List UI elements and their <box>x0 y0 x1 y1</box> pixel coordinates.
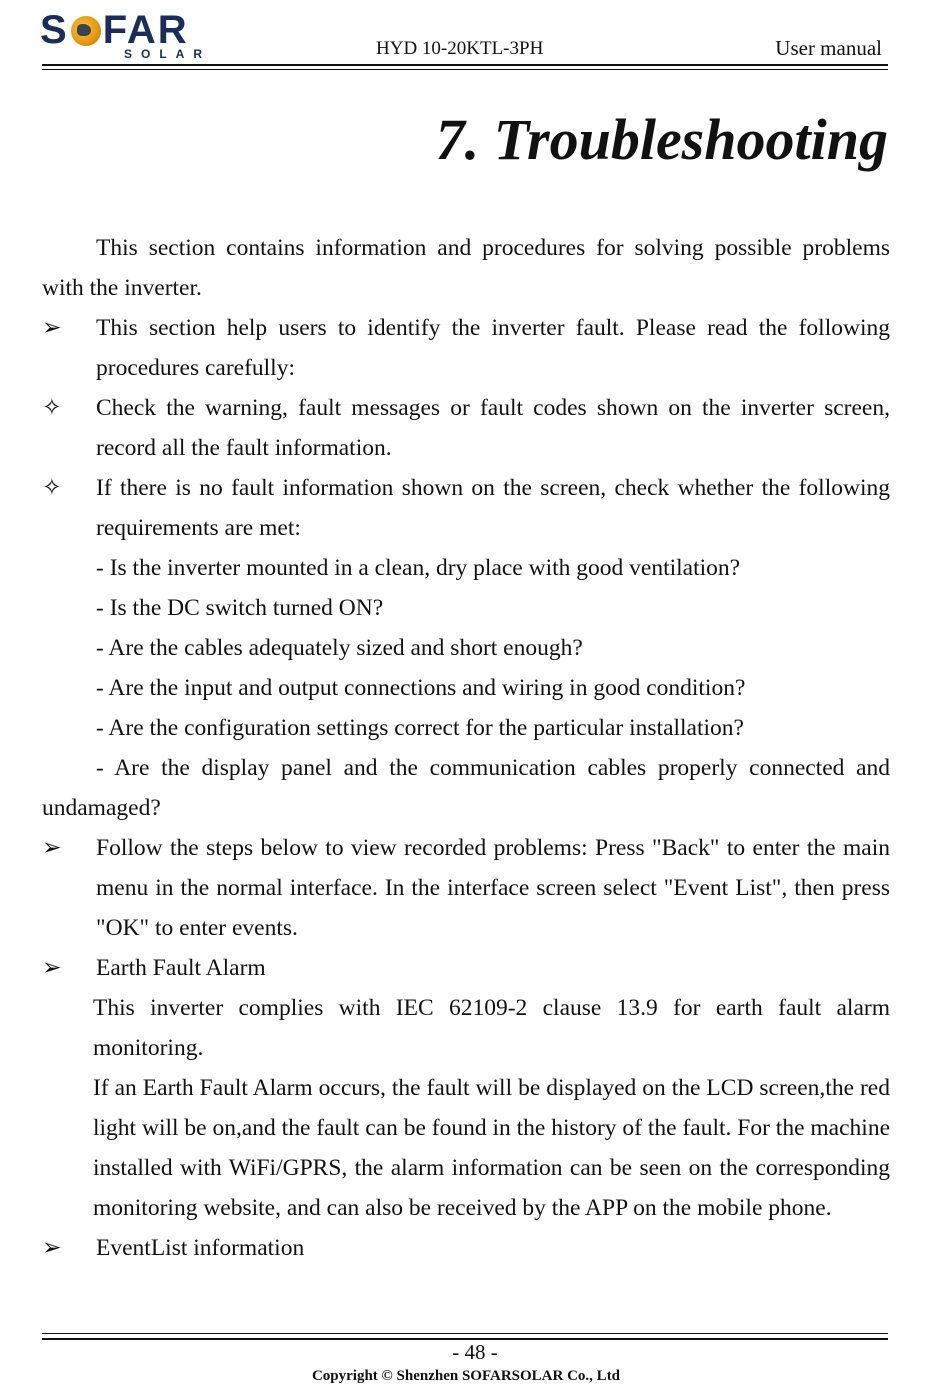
list-item-no-fault <box>42 468 890 548</box>
item-text: Follow the steps below to view recorded problems: Press "Back" to enter the main menu in the normal interface. In the interface screen select "Event List", then press "OK" to enter events. <box>96 835 890 941</box>
page-body <box>42 228 890 1268</box>
item-text: Check the warning, fault messages or fault codes shown on the inverter screen, record all the fault information. <box>96 395 890 461</box>
intro-paragraph: This section contains information and procedures for solving possible problems with the inverter. <box>42 235 890 301</box>
item-text: EventList information <box>96 1235 305 1261</box>
list-item-eventlist <box>42 1228 890 1268</box>
diamond-bullet-icon: ✧ <box>42 395 62 421</box>
arrow-bullet-icon: ➢ <box>42 1235 62 1261</box>
question-line: - Is the inverter mounted in a clean, dry place with good ventilation? <box>96 555 741 581</box>
logo-text-right: FAR <box>102 8 189 52</box>
item-text: This section help users to identify the inverter fault. Please read the following procedures carefully: <box>96 315 890 381</box>
arrow-bullet-icon: ➢ <box>42 955 62 981</box>
list-item-check-warning <box>42 388 890 468</box>
question-line: - Are the cables adequately sized and short enough? <box>96 635 583 661</box>
header-rule-thin <box>42 69 888 70</box>
globe-icon <box>71 16 101 46</box>
list-item-follow-steps <box>42 828 890 948</box>
footer-rule-thin <box>42 1333 888 1334</box>
question-line-last: - Are the display panel and the communication cables properly connected and undamaged? <box>42 755 890 821</box>
sofar-solar-logo <box>40 8 240 61</box>
question-line: - Is the DC switch turned ON? <box>96 595 384 621</box>
logo-text-left: S <box>40 8 69 52</box>
header-doc-type: User manual <box>775 36 882 60</box>
chapter-title: 7. Troubleshooting <box>435 107 888 172</box>
question-line: - Are the input and output connections and wiring in good condition? <box>96 675 746 701</box>
item-text: If there is no fault information shown on the screen, check whether the following requirements are met: <box>96 475 890 541</box>
item-text: Earth Fault Alarm <box>96 955 266 981</box>
earth-fault-paragraph-1: This inverter complies with IEC 62109-2 clause 13.9 for earth fault alarm monitoring. <box>93 995 890 1061</box>
question-line: - Are the configuration settings correct for the particular installation? <box>96 715 744 741</box>
diamond-bullet-icon: ✧ <box>42 475 62 501</box>
header-rule <box>42 64 888 66</box>
earth-fault-paragraph-2: If an Earth Fault Alarm occurs, the fault will be displayed on the LCD screen,the red light will be on,and the fault can be found in the history of the fault. For the machine installed with WiFi/GPRS, the alarm information can be seen on the corresponding monitoring website, and can also be received by the APP on the mobile phone. <box>93 1075 890 1221</box>
list-item-earth-fault <box>42 948 890 988</box>
page-number: - 48 - <box>452 1340 498 1364</box>
logo-wordmark <box>40 10 189 50</box>
list-item-identify <box>42 308 890 388</box>
copyright: Copyright © Shenzhen SOFARSOLAR Co., Ltd <box>311 1368 621 1384</box>
arrow-bullet-icon: ➢ <box>42 835 62 861</box>
logo-subtitle: SOLAR <box>124 47 211 61</box>
header-model: HYD 10-20KTL-3PH <box>376 38 544 59</box>
arrow-bullet-icon: ➢ <box>42 315 62 341</box>
